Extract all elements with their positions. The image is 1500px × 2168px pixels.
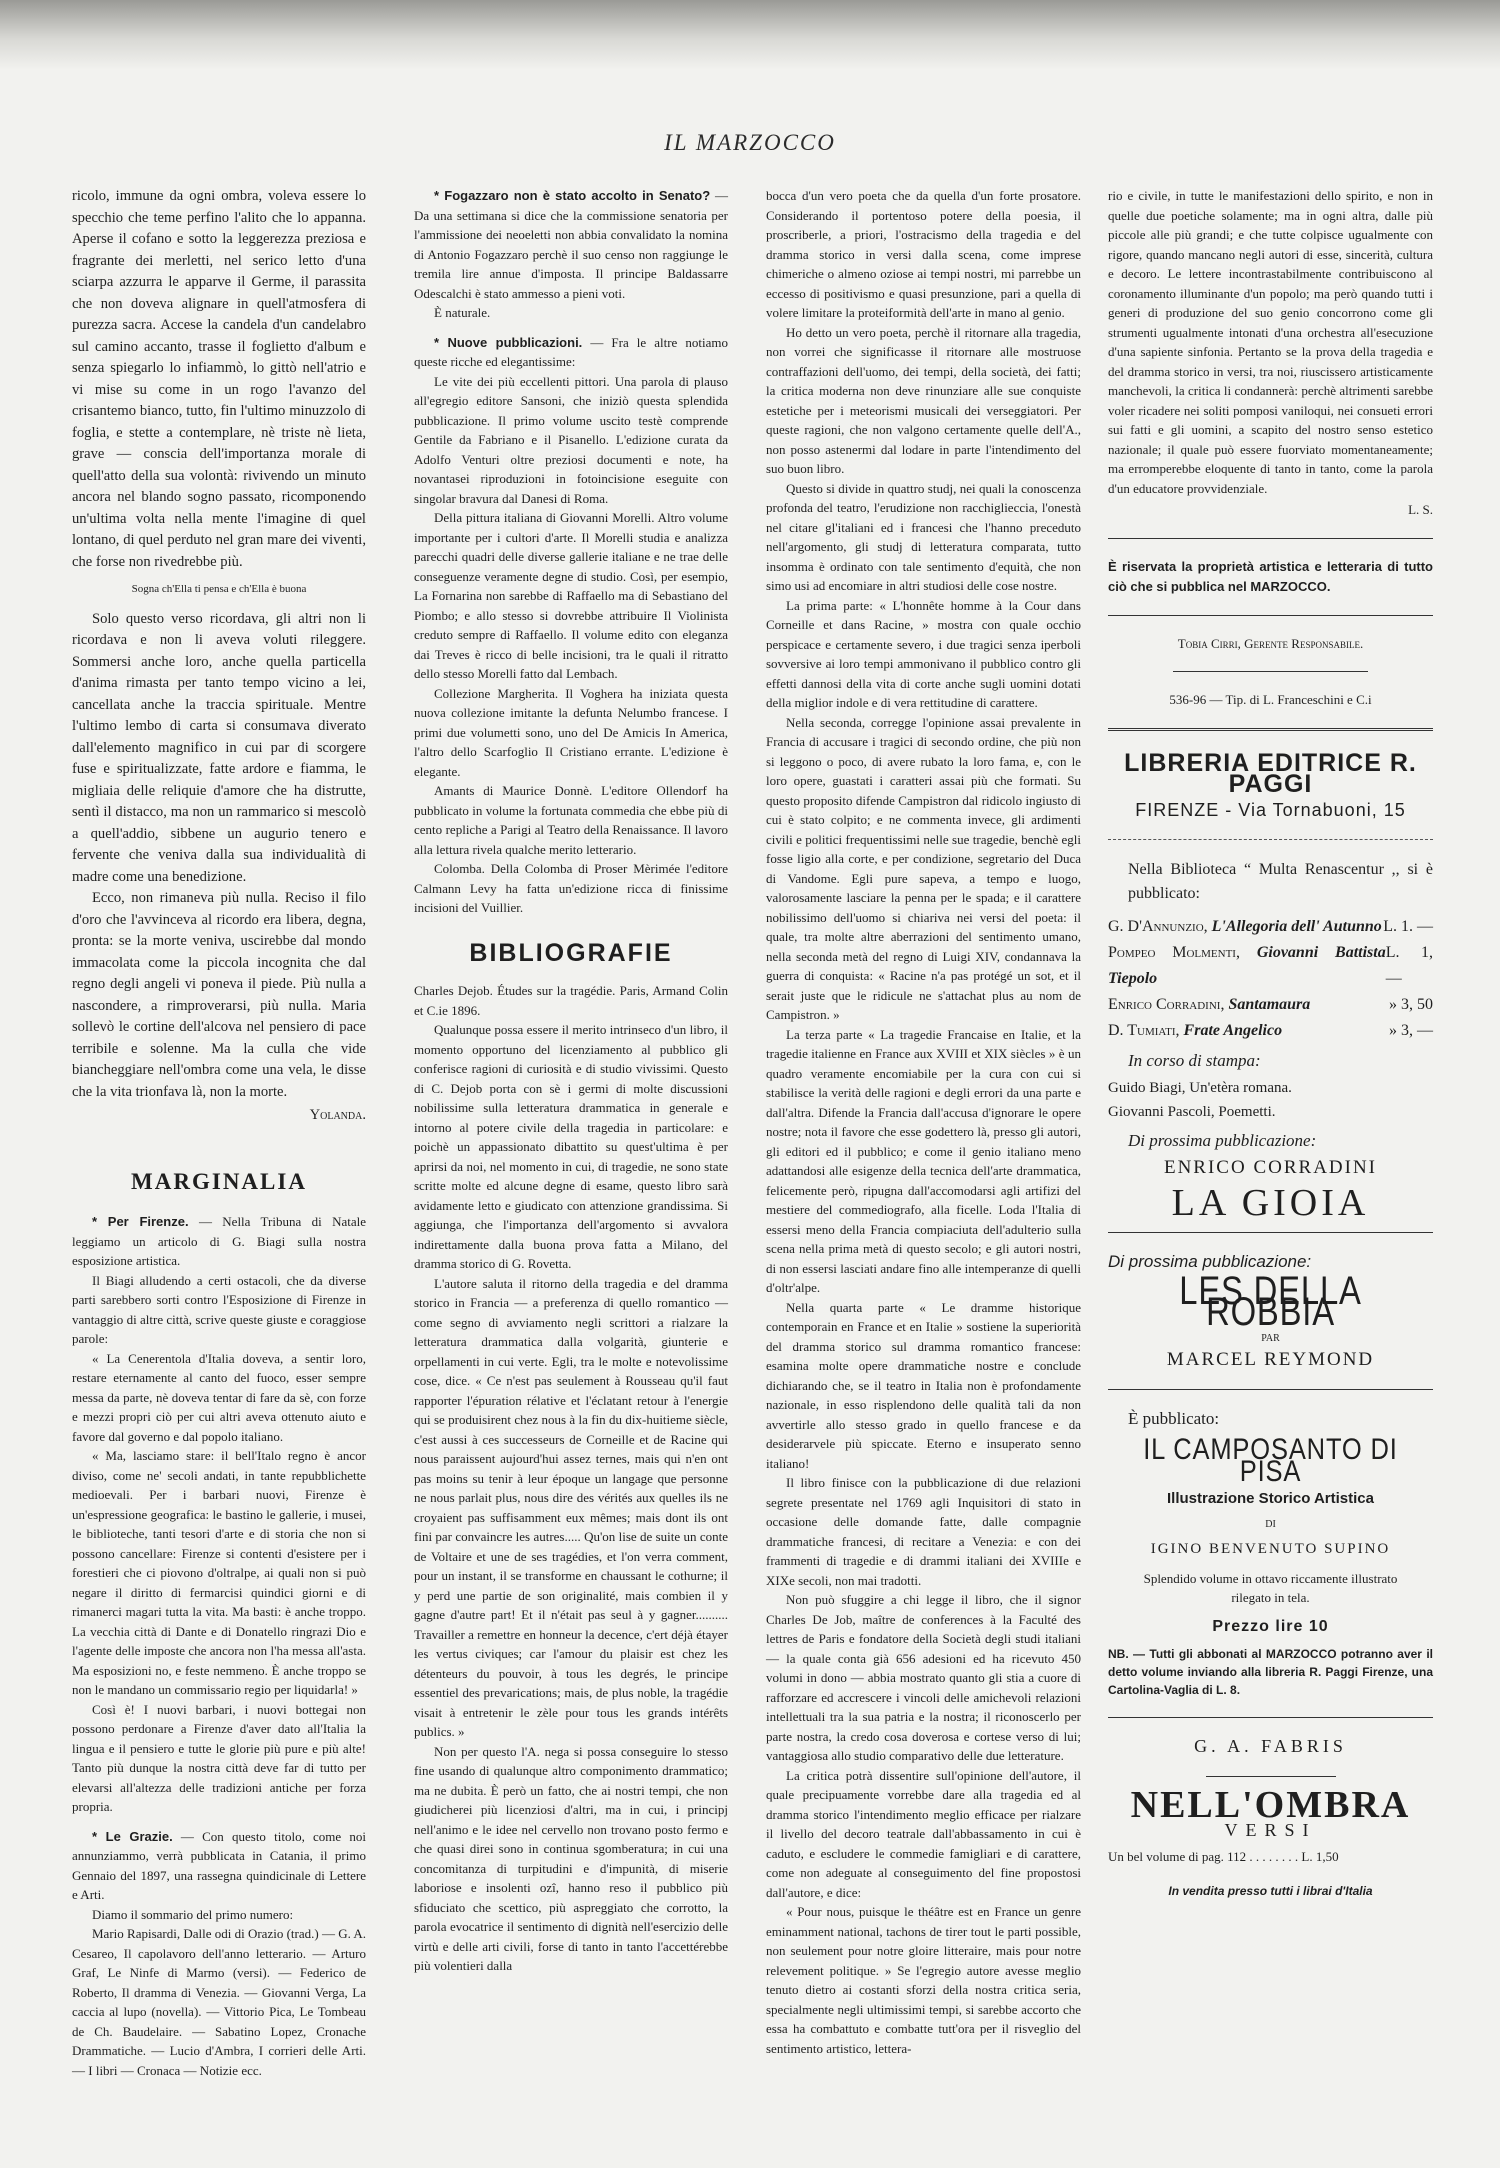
- in-press-heading: In corso di stampa:: [1128, 1051, 1261, 1070]
- section-title-bibliografie: BIBLIOGRAFIE: [469, 938, 673, 967]
- item-text: Colomba. Della Colomba di Proser Mèrimée l'editore Calmann Levy ha fatta un'edizione ricca di finissime incisioni del Vuillier.: [414, 861, 728, 915]
- divider: [1108, 839, 1433, 840]
- divider: [1206, 1776, 1336, 1777]
- item-text: Della pittura italiana di Giovanni Morelli. Altro volume importante per i cultori d'arte. Il Morelli studia e analizza parecchi quadri delle diverse gallerie italiane e ne trae delle conseguenze veramente degne di studio. Così, per esempio, La Fornarina non sarebbe di Raffaello ma di Sebastiano del Piombo; e allo stesso si dovrebbe attribuire Il Violinista creduto sempre di Raffaello. Il volume edito con eleganza dai Treves è ricco di belle incisioni, tra le quali il ritratto dello stesso Morelli fatto dal Lembach.: [414, 510, 728, 681]
- printer-line: 536-96 — Tip. di L. Franceschini e C.i: [1169, 692, 1372, 707]
- story-paragraph: Solo questo verso ricordava, gli altri non li ricordava e non li aveva voluti rileggere. Sommersi anche loro, anche quella particella d'anima rimasta per tanto tempo vicino a lei, cancellata anche la traccia spirituale. Mentre l'ultimo lembo di carta si consumava diverato dall'elemento magnifico in cui par di scorgere fuse e spiritualizzate, fatte ardore e fiamma, le migliaia delle reliquie d'amore che ha distrutte, sentì il distacco, ma non un rammarico si mescolò a quell'addio, sibbene un augurio tenero e fervente che veniva dalla sua individualità di madre come una benedizione.: [72, 610, 366, 885]
- item-text: — Da una settimana si dice che la commissione senatoria per l'ammissione dei neoeletti non abbia convalidato la nomina di Antonio Fogazzaro perchè il suo censo non raggiunge le tremila lire annue d'imposta. Il principe Baldassarre Odescalchi è stato ammesso a pieni voti.: [414, 188, 729, 301]
- author-name: ENRICO CORRADINI: [1163, 1157, 1378, 1178]
- item-text: — Fra le altre notiamo queste ricche ed elegantissime:: [414, 334, 728, 369]
- book-genre: VERSI: [1224, 1820, 1317, 1840]
- sale-note: In vendita presso tutti i librai d'Italia: [1168, 1884, 1373, 1898]
- forthcoming-heading: Di prossima pubblicazione:: [1128, 1130, 1317, 1150]
- review-paragraph: rio e civile, in tutte le manifestazioni dello spirito, e non in quelle due poetiche solamente; ma in ogni altra, dalle più piccole alle più grandi; e che tutte colpisce ugualmente con rigore, quando mancano negli autori di esse, sincerità, cultura e decoro. Le lettere incontrastabilmente contribuiscono al coronamento illuminante d'un popolo; ma però quando tutti i generi di produzione del suo genio concorrono come gli strumenti ugualmente intonati d'una orchestra all'esecuzione d'una sapiente sinfonia. Pertanto se la prova della tragedia e del dramma storico in versi, tra noi, riuscissero artisticamente manchevoli, la critica li condannerà: perchè altrimenti sarebbe voler ricadere nei soliti pomposi vaniloqui, nei consueti errori sui fatti e gli uomini, a scapito del nostro senso estetico nazionale; il quale può essere fuorviato momentaneamente; ma erromperebbe eloquente di tanto in tanto, come la parola d'un educatore provvidenziale.: [1108, 188, 1433, 496]
- review-paragraph: Questo si divide in quattro studj, nei quali la conoscenza profonda del teatro, l'erudizione non racchiglieccia, l'onestà nel citare gl'italiani ed i francesi che l'hanno preceduto nell'argomento, gli studj di letteratura comparata, tutto insomma è ordinato con tale sentimento d'equità, che non simo usi ad encomiare in altri studiosi delle cose nostre.: [766, 480, 1081, 593]
- item-text: È naturale.: [434, 305, 491, 320]
- book-listing: Enrico Corradini, Santamaura » 3, 50: [1108, 996, 1433, 1013]
- series-intro: Nella Biblioteca “ Multa Renascentur ,, si è pubblicato:: [1128, 861, 1433, 902]
- review-paragraph: La terza parte « La tragedie Francaise en Italie, et la tragedie italienne en France aux XVIII et XIX siècles » è un quadro veramente encomiabile per la cura con cui si stabilisce la verità delle ragioni e degli errori da una parte e dall'altra. Difende la Francia dall'accusa d'ignorare le opere nostre; nota il favore che esse godettero là, presso gli autori, gli editori ed il pubblico; e come il genio italiano meno adattandosi alle esigenze della tecnica dell'arte drammatica, felicemente però, ripugna dall'accomodarsi agli artifizi del mestiere del commediografo, alla ficelle. Loda l'Italia di essersi meno della Francia compiaciuta dell'adulterio sulla scena nella prima metà di questo secolo; e gli autori nostri, di non essersi lasciati andare fino alle intemperanze di quelli d'oltr'alpe.: [766, 1026, 1081, 1295]
- divider: [1108, 615, 1433, 616]
- item-text: Amants di Maurice Donnè. L'editore Ollendorf ha pubblicato in volume la fortunata commedia che ebbe più di cento repliche a Parigi al Teatro della Renaissance. Il lavoro alla lettura rivela qualche merito letterario.: [414, 783, 728, 857]
- item-text: Le vite dei più eccellenti pittori. Una parola di plauso all'egregio editore Sansoni, che iniziò questa splendida pubblicazione. Il primo volume uscito testè comprende Gentile da Fabriano e il Pisanello. L'edizione curata da Adolfo Venturi oltre preziosi documenti e note, ha novantasei riproduzioni in fotoincisione eseguite con singolar bravura dal Danesi di Roma.: [414, 373, 728, 506]
- column-1: [72, 186, 366, 2080]
- item-heading: * Per Firenze.: [92, 1214, 189, 1229]
- author-name: MARCEL REYMOND: [1166, 1349, 1375, 1370]
- divider: [1173, 671, 1368, 672]
- review-signature: L. S.: [1408, 502, 1433, 517]
- divider: [1108, 728, 1433, 731]
- by-label: PAR: [1261, 1332, 1280, 1344]
- review-paragraph: Nella quarta parte « Le dramme historique contemporain en France et en Italie » sostiene la superiorità del dramma storico sul dramma romantico francese: esamina molte opere drammatiche nostre e conclude dichiarando che, se il teatro in Italia non è profondamente nazionale, in esso risplendono delle qualità tali da non avvertirle allo stesso grado in quello francese e da desiderarvele più spiccate. Eterno e insuperato senno italiano!: [766, 1299, 1081, 1471]
- section-title-marginalia: MARGINALIA: [131, 1168, 307, 1194]
- forthcoming-heading: Di prossima pubblicazione:: [1108, 1252, 1312, 1271]
- author-name: IGINO BENVENUTO SUPINO: [1150, 1541, 1391, 1557]
- story-signature: Yolanda.: [309, 1107, 366, 1123]
- book-listing: Pompeo Molmenti, Giovanni Battista Tiepolo L. 1, —: [1108, 944, 1433, 987]
- epigraph: Sogna ch'Ella ti pensa e ch'Ella è buona: [131, 583, 307, 595]
- review-paragraph: L'autore saluta il ritorno della tragedia e del dramma storico in Francia — a preferenza di quello romantico — come segno di avviamento negli scrittori a rialzare la letteratura drammatica dalla volgarità, giunterie e orpellamenti in cui verte. Egli, tra le molte e notevolissime cose, dice. « Ce n'est pas seulement à Rousseau qu'il faut rapporter l'épuration rélative et l'éclatant retour à l'energie qui se produisirent chez nous à la fin du dix-huitieme siècle, c'est aussi à ces successeurs de Corneille et de Racine qui nous paraissent aujourd'hui assez ternes, mais qui n'en ont pas moins su tenir à leur époque un langage que personne ne nous parlait plus, nous dire des vérités aux quelles ils ne croyaient pas suffisamment eux mêmes; mais dont ils ont fini par convaincre les autres..... Qu'on lise de suite un conte de Voltaire et une de ses tragédies, et l'on verra comment, pour un instant, il se transforme en chaussant le cothurne; il y perd une partie de son originalité, mais combien il y gagne d'autre part! Et il n'était pas seul à y gagner.......... Travailler a remettre en honneur la decence, c'ert déjà étayer les vertus civiques; car l'amour du plaisir est chez les détenteurs du pouvoir, à tous les degrés, le principe essentiel des prevarications; mais, de plus noble, la tragédie visait à entretenir le zèle pour tous les grands intérêts publics. »: [414, 1275, 728, 1739]
- review-paragraph: Nella seconda, corregge l'opinione assai prevalente in Francia di accusare i tragici di secondo ordine, che più non si leggono o poco, di avere rubato la loro fama, e, con le loro opere, guastati i caratteri assai più che formati. Su questo proposito difende Campistron dal ridicolo ingiusto di cui è stato colpito; e ne commenta invece, gli ardimenti civili e politici frequentissimi nelle sue tragedie, benchè egli fosse ligio alla corte, e per condizione, segretario del Duca di Vandome. Egli pure sapeva, a tempo e luogo, valorosamente lasciare la penna per le spada; e il carattere nobilissimo dell'uomo si chiariva nei versi del poeta: il quale, tra molte altre aberrazioni del sentimento umano, nella seconda metà del regno di Luigi XIV, condannava la guerra di conquista: « Racine n'a pas protégé un sot, et il serait juste que le ridicule ne s'attachat plus au nom de Campistron. »: [766, 714, 1081, 1022]
- book-listing: D. Tumiati, Frate Angelico » 3, —: [1108, 1022, 1433, 1039]
- review-paragraph: « Pour nous, puisque le théâtre est en France un genre eminamment national, tachons de tirer tout le parti possible, non seulement pour notre gloire litteraire, mais pour notre relevement politique. » Se l'egregio autore avesse meglio tenuto dietro ai costanti sforzi della nostra critica seria, specialmente negli ultimissimi tempi, si sarebbe accorto che essa ha combattuto e combatte tutt'ora per il risveglio del sentimento artistico, lettera-: [766, 1904, 1081, 2056]
- review-paragraph: Non può sfuggire a chi legge il libro, che il signor Charles De Job, maître de conferences à la Faculté des lettres de Paris e fondatore della Società degli studi italiani — la quale conta già 656 adesioni ed ha ricevuto 450 volumi in dono — abbia mostrato quanto gli stia a cuore di rafforzare ed accrescere i vincoli delle amichevoli relazioni intellettuali tra la sua patria e la nostra; il riconoscerlo per parte nostra, la credo cosa doverosa e cortese verso di lui; vantaggiosa allo studio comparativo delle due letterature.: [766, 1592, 1081, 1763]
- divider: [1108, 1232, 1433, 1233]
- review-paragraph: Non per questo l'A. nega si possa conseguire lo stesso fine usando di qualunque altro componimento drammatico; ma ne dubita. È però un fatto, che ai nostri tempi, che non giudicherei più licenziosi d'altri, ma in cui, i principj nell'animo e le idee nel cervello non trovano posto fermo e che quasi direi sono in continua sgomberatura; in cui una concomitanza di turpitudini e d'impunità, di miserie laboriose e insolenti ozî, hanno reso il pubblico più sfiduciato che scettico, più aspreggiato che corrotto, la parola evocatrice il sentimento di dignità nell'esercizio delle virtù e delle arti civili, forse di tanto in tanto l'accettérebbe più volentieri dalla: [414, 1743, 728, 1973]
- book-title-robbia: LES DELLA ROBBIA: [1179, 1268, 1362, 1334]
- divider: [1108, 1717, 1433, 1718]
- book-title-nell-ombra: NELL'OMBRA: [1130, 1783, 1411, 1826]
- review-paragraph: La prima parte: « L'honnête homme à la Cour dans Corneille et dans Racine, » mostra con quale occhio perspicace e certamente severo, i due tragici senza iperboli sovversive ai loro tempi ammonivano il pubblico contro gli effetti dannosi della vita di corte anche sugli uomini dotati della miglior indole e di vera rettitudine di carattere.: [766, 597, 1081, 710]
- item-heading: * Nuove pubblicazioni.: [434, 334, 583, 350]
- publisher-address: FIRENZE - Via Tornabuoni, 15: [1135, 799, 1406, 820]
- review-paragraph: Qualunque possa essere il merito intrinseco d'un libro, il momento opportuno del licenziamento al pubblico gli conferisce ragioni di curiosità e di studio vivissimi. Questo di C. Dejob porta con sè i germi di molte discussioni nobilissime sulla letteratura drammatica in generale e intorno al potere civile della tragedia in particolare: e poichè un appassionato dibattito su quest'ultima è per aprirsi da noi, nel momento in cui, di tragedie, ne sono state scritte molte ed alcune degne di esame, questo libro sarà avidamente letto e giudicato con attenzione grandissima. Si aggiunga, che l'importanza dell'argomento si avvalora indirettamente dalla buona prova fatta a Milano, del dramma storico di G. Rovetta.: [414, 1022, 728, 1271]
- item-text: Il Biagi alludendo a certi ostacoli, che da diverse parti sarebbero sorti contro l'Esposizione di Firenze in vantaggio di altre città, scrive queste giuste e coraggiose parole:: [72, 1272, 366, 1346]
- volume-info: Un bel volume di pag. 112 . . . . . . . . L. 1,50: [1108, 1848, 1339, 1864]
- subscriber-note: NB. — Tutti gli abbonati al MARZOCCO potranno aver il detto volume inviando alla libreria R. Paggi Firenze, una Cartolina-Vaglia di L. 8.: [1108, 1647, 1433, 1697]
- item-text: Così è! I nuovi barbari, i nuovi bottegai non possono perdonare a Firenze d'aver dato all'Italia la lingua e il pensiero e tutte le glorie più pure e più alte! Tanto più dunque la nostra città deve far di tutto per elevarsi all'altezza delle tradizioni antiche per forza propria.: [72, 1701, 366, 1814]
- item-text: — Con questo titolo, come noi annunziammo, verrà pubblicata in Catania, il primo Gennaio del 1897, una rassegna quindicinale di Lettere e Arti.: [72, 1828, 367, 1902]
- published-heading: È pubblicato:: [1128, 1408, 1220, 1428]
- author-name: G. A. FABRIS: [1194, 1736, 1347, 1756]
- by-label: DI: [1265, 1518, 1276, 1530]
- item-text: Mario Rapisardi, Dalle odi di Orazio (trad.) — G. A. Cesareo, Il capolavoro dell'anno letterario. — Arturo Graf, Le Ninfe di Marmo (versi). — Federico de Roberto, Il dramma di Venezia. — Giovanni Verga, La caccia al lupo (novella). — Vittorio Pica, Le Tombeau de Ch. Baudelaire. — Sabatino Lopez, Cronache Drammatiche. — Lucio d'Ambra, I corrieri delle Arti. — I libri — Cronaca — Notizie ecc.: [72, 1926, 367, 2078]
- item-text: Diamo il sommario del primo numero:: [92, 1906, 294, 1922]
- gerente-line: Tobia Cirri, Gerente Responsabile.: [1177, 635, 1364, 651]
- book-subtitle: Illustrazione Storico Artistica: [1167, 1490, 1374, 1507]
- rights-notice: È riservata la proprietà artistica e letteraria di tutto ciò che si pubblica nel MARZOCCO.: [1108, 558, 1433, 594]
- publisher-name: LIBRERIA EDITRICE R. PAGGI: [1124, 748, 1417, 798]
- review-paragraph: Il libro finisce con la pubblicazione di due relazioni segrete presentate nel 1769 agli Inquisitori di stato in occasione delle domande fatte, dalle compagnie drammatiche francesi, di recitare a Venezia: e con dei frammenti di tragedie e di drammi italiani dei XVIIIe e XIXe secoli, non mai tradotti.: [766, 1475, 1081, 1588]
- column-3: [766, 186, 1081, 2058]
- column-4: [1108, 186, 1433, 1903]
- item-heading: * Le Grazie.: [92, 1828, 173, 1844]
- item-text: Collezione Margherita. Il Voghera ha iniziata questa nuova collezione imitante la defunta Nelumbo francese. I primi due volumetti sono, uno del De Amicis In America, l'altro dello Scarfoglio Il Cristiano errante. L'edizione è elegante.: [414, 685, 728, 779]
- review-paragraph: La critica potrà dissentire sull'opinione dell'autore, il quale precipuamente vorrebbe dare alla tragedia ed al dramma storico l'intendimento meglio efficace per rialzare il livello del decoro teatrale dall'abbassamento in cui è caduto, e escludere le commedie famigliari e di carattere, come non adeguate al conseguimento del fine propostosi dall'autore, e dice:: [766, 1767, 1081, 1900]
- review-paragraph: bocca d'un vero poeta che da quella d'un forte prosatore. Considerando il portentoso potere della poesia, il proscriberle, a priori, l'ostracismo della tragedia e del dramma storico in versi dalla scena, come imprese chimeriche o almeno oziose ai tempi nostri, mi parrebbe un eccesso di positivismo e quasi presunzione, pari a quella di volere limitare la proteiformità dell'arte in mano al genio.: [766, 188, 1081, 320]
- story-paragraph: ricolo, immune da ogni ombra, voleva essere lo specchio che teme perfino l'alito che lo appanna. Aperse il cofano e sotto la leggerezza preziosa e fragrante dei merletti, nel serico letto d'una sciarpa azzurra le apparve il Germe, il parassita che non doveva alignare in quell'atmosfera di purezza sacra. Accese la candela d'un candelabro sul camino accanto, trasse il foglietto d'album e senza spiegarlo lo infiammò, lo gittò nell'atrio e vi mise su come in un rogo l'avanzo del crisantemo bianco, tutto, fin l'ultimo minuzzolo di foglia, e stette a contemplare, nè triste nè lieta, grave — conscia dell'importanza morale di quell'atto della sua volontà: rivivendo un minuto ancora nel blando sogno passato, ricomponendo un'ultima volta nella mente l'imagine di quel lontano, di quel perduto nel gran mare dei viventi, che forse non rivedrebbe più.: [72, 188, 366, 570]
- in-press-item: Guido Biagi, Un'etèra romana.: [1108, 1079, 1292, 1096]
- book-title-camposanto: IL CAMPOSANTO DI PISA: [1143, 1433, 1398, 1488]
- book-citation: Charles Dejob. Études sur la tragédie. Paris, Armand Colin et C.ie 1896.: [414, 983, 728, 1018]
- page-top-shadow: [0, 0, 1500, 70]
- divider: [1108, 538, 1433, 539]
- story-paragraph: Ecco, non rimaneva più nulla. Reciso il filo d'oro che l'avvinceva al ricordo era libera, degna, pronta: se la morte veniva, uscirebbe dal mondo immacolata come la piccola incognita che dal regno degli angeli vi poneva il piede. Più nulla a nascondere, a rimproverarsi, più nulla. Maria sollevò le cortine dell'alcova nel pensiero di pace terribile e solenne. Ma la culla che vide biancheggiare nell'ombra come una vela, le disse che la vita trionfava là, non la morte.: [72, 890, 366, 1100]
- book-listing: G. D'Annunzio, L'Allegoria dell' Autunno L. 1. —: [1108, 918, 1433, 935]
- item-text: « Ma, lasciamo stare: il bell'Italo regno è ancor diviso, come ne' secoli andati, in tante repubblichette medioevali. Per i barbari nuovi, Firenze è un'espressione geografica: le bastino le gallerie, i musei, le biblioteche, tanti tesori d'arte e di storia che non si possono cancellare: Firenze si contenti d'esistere per i forestieri che ci piovono d'oltralpe, ai quali non si può negare il diritto di fermarcisi quindici giorni e di rimanerci magari tutta la vita. Ma basti: è anche troppo. La vecchia città di Dante e di Donatello ringrazi Dio e l'agente delle imposte che ancora non l'ha messa all'asta. Ma esposizioni no, e feste nemmeno. È anche troppo se non le mandano un commissario regio per liquidarla! »: [72, 1448, 366, 1697]
- price-label: Prezzo lire 10: [1212, 1617, 1329, 1635]
- review-paragraph: Ho detto un vero poeta, perchè il ritornare alla tragedia, non vorrei che significasse il ritornare alle mostruose contraffazioni dell'uomo, dei tempi, della società, dei fatti; la critica moderna non deve rinunziare alle sue conquiste estetiche per i meteorismi musicali dei verseggiatori. Per queste ragioni, che non valgono certamente quelle dell'A., non posso astenermi dal lodare in parte l'intendimento del suo buon libro.: [766, 324, 1081, 476]
- item-text: « La Cenerentola d'Italia doveva, a sentir loro, restare eternamente al canto del fuoco, esser sempre messa da parte, nè doveva tentar di fare da sè, con forze e mezzi propri ciò per cui altri aveva ottenuto aiuto e favore dal governo e dal popolo italiano.: [72, 1350, 366, 1444]
- in-press-item: Giovanni Pascoli, Poemetti.: [1108, 1103, 1276, 1120]
- item-text: — Nella Tribuna di Natale leggiamo un articolo di G. Biagi sulla nostra esposizione artistica.: [72, 1214, 366, 1268]
- divider: [1108, 1389, 1433, 1390]
- book-title-la-gioia: LA GIOIA: [1171, 1181, 1370, 1224]
- book-description: Splendido volume in ottavo riccamente illustrato rilegato in tela.: [1143, 1570, 1398, 1605]
- item-heading: * Fogazzaro non è stato accolto in Senato?: [434, 188, 711, 203]
- running-head: IL MARZOCCO: [664, 130, 836, 155]
- column-2: [414, 186, 728, 1976]
